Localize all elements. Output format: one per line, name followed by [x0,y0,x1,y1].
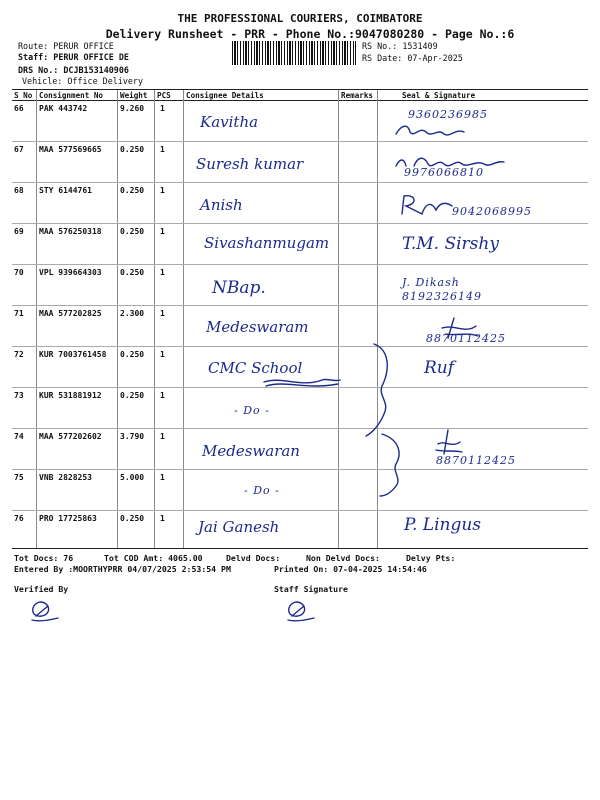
delivered-docs: Delvd Docs: [226,553,281,563]
bracket-mark [360,340,400,440]
staff-label: Staff: PERUR OFFICE DE [18,52,129,62]
row-weight: 0.250 [120,145,145,154]
total-docs: Tot Docs: 76 [14,553,74,563]
signature-scribble [440,314,480,340]
row-weight: 0.250 [120,186,145,195]
row-pcs: 1 [160,268,165,277]
row-pcs: 1 [160,104,165,113]
table-bottom-rule [12,548,588,549]
signature-scribble [434,428,464,456]
row-consignee: Sivashanmugam [204,234,330,252]
row-consignment: MAA 576250318 [39,227,102,236]
row-pcs: 1 [160,145,165,154]
staff-signature-label: Staff Signature [274,584,348,594]
col-header-sno: S No [14,91,33,100]
drs-number: DRS No.: DCJB153140906 [18,65,129,75]
row-pcs: 1 [160,514,165,523]
row-sno: 71 [14,309,24,318]
row-sno: 69 [14,227,24,236]
row-consignment: KUR 531881912 [39,391,102,400]
row-signature: 9042068995 [452,205,532,218]
delivery-points: Delvy Pts: [406,553,456,563]
verified-signature-mark [26,596,62,624]
row-consignee: CMC School [208,359,303,377]
entered-by: Entered By :MOORTHYPRR 04/07/2025 2:53:54 PM [14,564,231,574]
row-pcs: 1 [160,432,165,441]
row-pcs: 1 [160,227,165,236]
row-weight: 0.250 [120,350,145,359]
row-weight: 2.300 [120,309,145,318]
signature-scribble [392,152,512,172]
row-divider [12,428,588,429]
col-divider [154,90,155,548]
crossed-out-text [262,374,342,392]
row-weight: 0.250 [120,268,145,277]
row-sno: 74 [14,432,24,441]
row-pcs: 1 [160,473,165,482]
row-pcs: 1 [160,391,165,400]
row-consignment: VPL 939664303 [39,268,102,277]
row-weight: 0.250 [120,391,145,400]
table-header-rule [12,100,588,101]
row-pcs: 1 [160,350,165,359]
row-sno: 76 [14,514,24,523]
verified-by-label: Verified By [14,584,69,594]
row-consignment: MAA 577202825 [39,309,102,318]
rs-date: RS Date: 07-Apr-2025 [362,53,463,63]
row-divider [12,182,588,183]
row-consignment: PAK 443742 [39,104,88,113]
row-consignee: - Do - [244,484,280,497]
printed-on: Printed On: 07-04-2025 14:54:46 [274,564,427,574]
row-sno: 73 [14,391,24,400]
col-header-consignee: Consignee Details [186,91,264,100]
row-pcs: 1 [160,309,165,318]
row-consignment: MAA 577569665 [39,145,102,154]
row-consignment: VNB 2828253 [39,473,92,482]
row-consignment: PRO 17725863 [39,514,97,523]
col-header-pcs: PCS [157,91,171,100]
row-signature: 8870112425 [426,332,506,345]
row-signature: T.M. Sirshy [402,234,499,254]
row-divider [12,346,588,347]
company-title: THE PROFESSIONAL COURIERS, COIMBATORE [177,12,423,25]
row-divider [12,510,588,511]
row-consignment: STY 6144761 [39,186,92,195]
col-divider [117,90,118,548]
col-header-consignment: Consignment No [39,91,104,100]
bracket-mark [374,430,414,500]
row-sno: 68 [14,186,24,195]
row-weight: 5.000 [120,473,145,482]
row-divider [12,469,588,470]
col-divider [183,90,184,548]
row-signature: P. Lingus [404,515,482,535]
col-divider [338,90,339,548]
barcode [232,41,356,65]
row-signature: 9360236985 [408,108,488,121]
row-consignee: - Do - [234,404,270,417]
total-cod-amount: Tot COD Amt: 4065.00 [104,553,203,563]
row-consignee: NBap. [212,278,266,298]
signature-scribble [396,192,456,218]
signature-scribble [392,122,472,142]
table-top-rule [12,89,588,90]
row-weight: 3.790 [120,432,145,441]
row-signature: 8870112425 [436,454,516,467]
row-consignee: Medeswaran [202,442,300,460]
row-sno: 72 [14,350,24,359]
row-sno: 67 [14,145,24,154]
row-weight: 9.260 [120,104,145,113]
row-signature: Ruf [424,358,455,378]
row-divider [12,264,588,265]
row-consignee: Kavitha [200,113,259,131]
row-sno: 75 [14,473,24,482]
route-label: Route: PERUR OFFICE [18,41,114,51]
row-consignment: MAA 577202602 [39,432,102,441]
row-consignee: Suresh kumar [196,155,304,173]
row-consignee: Medeswaram [206,318,309,336]
staff-signature-mark [282,596,318,624]
col-header-weight: Weight [120,91,148,100]
row-signature: J. Dikash 8192326149 [402,276,482,303]
col-header-remarks: Remarks [341,91,374,100]
col-divider [36,90,37,548]
row-divider [12,141,588,142]
row-signature: 9976066810 [404,166,484,179]
row-sno: 70 [14,268,24,277]
vehicle-label: Vehicle: Office Delivery [22,76,144,86]
runsheet-title: Delivery Runsheet - PRR - Phone No.:9047080280 - Page No.:6 [105,27,515,41]
rs-number: RS No.: 1531409 [362,41,438,51]
row-weight: 0.250 [120,227,145,236]
row-pcs: 1 [160,186,165,195]
row-divider [12,305,588,306]
row-consignment: KUR 7003761458 [39,350,107,359]
col-header-signature: Seal & Signature [402,91,476,100]
row-sno: 66 [14,104,24,113]
row-weight: 0.250 [120,514,145,523]
row-consignee: Jai Ganesh [198,518,280,536]
row-divider [12,223,588,224]
row-consignee: Anish [200,196,243,214]
non-delivered-docs: Non Delvd Docs: [306,553,380,563]
